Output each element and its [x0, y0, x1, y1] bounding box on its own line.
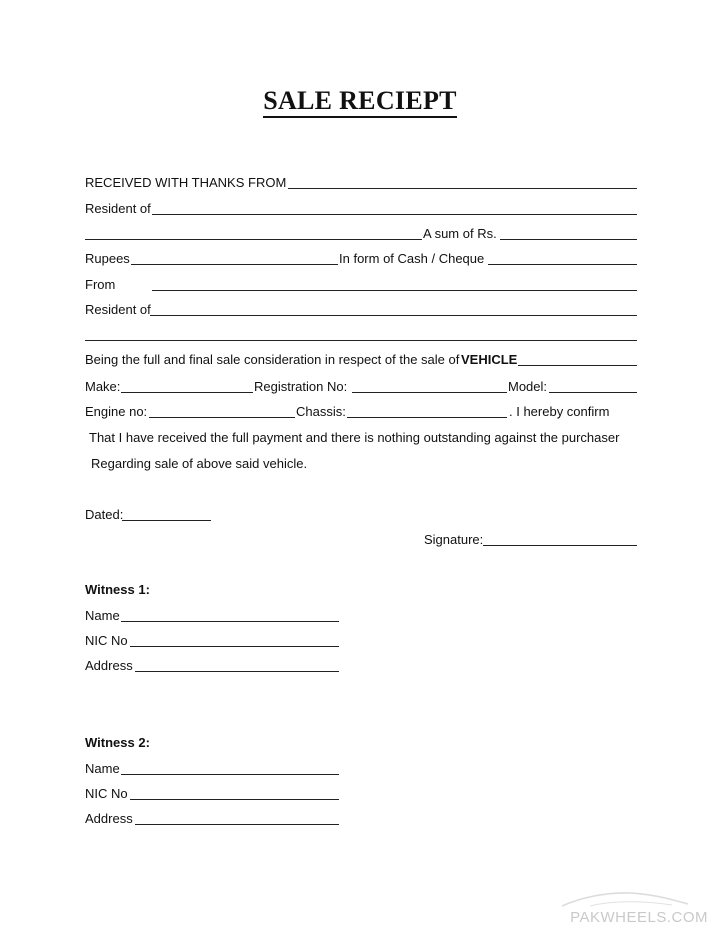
car-silhouette-icon	[560, 890, 690, 908]
payment-statement: That I have received the full payment and there is nothing outstanding against the purchaser	[89, 430, 620, 445]
resident-of-line-2b[interactable]	[85, 340, 637, 341]
form-line[interactable]	[488, 264, 637, 265]
make-row	[85, 378, 637, 396]
witness1-name-label: Name	[85, 608, 120, 623]
witness1-heading-row	[85, 581, 637, 599]
vehicle-line[interactable]	[518, 365, 637, 366]
resident-of-line-2[interactable]	[150, 315, 637, 316]
make-line[interactable]	[121, 392, 253, 393]
signature-label: Signature:	[424, 532, 484, 547]
rupees-line[interactable]	[131, 264, 338, 265]
witness2-address-line[interactable]	[135, 824, 339, 825]
engine-label: Engine no:	[85, 404, 148, 419]
witness2-address-row	[85, 810, 637, 828]
engine-row	[85, 403, 637, 421]
witness2-name-line[interactable]	[121, 774, 339, 775]
registration-label: Registration No:	[254, 379, 348, 394]
witness1-name-row	[85, 607, 637, 625]
resident-of-label-1: Resident of	[85, 201, 151, 216]
witness1-address-line[interactable]	[135, 671, 339, 672]
witness1-nic-row	[85, 632, 637, 650]
payment-statement-row	[89, 429, 641, 447]
from-line[interactable]	[152, 290, 637, 291]
confirm-text: . I hereby confirm	[509, 404, 610, 419]
sum-line[interactable]	[500, 239, 637, 240]
dated-label: Dated:	[85, 507, 124, 522]
model-line[interactable]	[549, 392, 637, 393]
witness1-address-row	[85, 657, 637, 675]
make-label: Make:	[85, 379, 121, 394]
form-label: In form of Cash / Cheque	[339, 251, 485, 266]
resident-of-row-2	[85, 301, 637, 319]
dated-line[interactable]	[122, 520, 211, 521]
engine-line[interactable]	[149, 417, 295, 418]
witness2-name-label: Name	[85, 761, 120, 776]
from-row	[85, 276, 637, 294]
registration-line[interactable]	[352, 392, 507, 393]
rupees-label: Rupees	[85, 251, 130, 266]
consideration-row	[85, 351, 637, 369]
witness1-address-label: Address	[85, 658, 133, 673]
document-title: SALE RECIEPT	[0, 86, 720, 116]
rupees-row	[85, 250, 637, 268]
witness2-nic-label: NIC No	[85, 786, 128, 801]
resident-of-line-1b[interactable]	[85, 239, 422, 240]
dated-row	[85, 506, 637, 524]
consideration-text: Being the full and final sale consideration in respect of the sale of	[85, 352, 460, 367]
chassis-label: Chassis:	[296, 404, 346, 419]
model-label: Model:	[508, 379, 548, 394]
regarding-statement-row	[91, 455, 643, 473]
witness1-name-line[interactable]	[121, 621, 339, 622]
resident-of-label-2: Resident of	[85, 302, 151, 317]
witness2-heading-row	[85, 734, 637, 752]
signature-line[interactable]	[483, 545, 637, 546]
resident-of-continuation-row	[85, 326, 637, 344]
witness2-nic-row	[85, 785, 637, 803]
regarding-statement: Regarding sale of above said vehicle.	[91, 456, 308, 471]
witness1-nic-line[interactable]	[130, 646, 339, 647]
witness2-name-row	[85, 760, 637, 778]
received-from-label: RECEIVED WITH THANKS FROM	[85, 175, 287, 190]
sum-label: A sum of Rs.	[423, 226, 497, 241]
watermark: PAKWHEELS.COM	[570, 909, 708, 926]
sum-row	[85, 225, 637, 243]
vehicle-label: VEHICLE	[461, 352, 518, 367]
witness1-nic-label: NIC No	[85, 633, 128, 648]
chassis-line[interactable]	[347, 417, 507, 418]
resident-of-row-1	[85, 200, 637, 218]
signature-row	[85, 531, 637, 549]
witness1-heading: Witness 1:	[85, 582, 150, 597]
witness2-address-label: Address	[85, 811, 133, 826]
from-label: From	[85, 277, 116, 292]
resident-of-line-1[interactable]	[152, 214, 637, 215]
received-from-row	[85, 174, 637, 192]
witness2-heading: Witness 2:	[85, 735, 150, 750]
received-from-line[interactable]	[288, 188, 637, 189]
witness2-nic-line[interactable]	[130, 799, 339, 800]
